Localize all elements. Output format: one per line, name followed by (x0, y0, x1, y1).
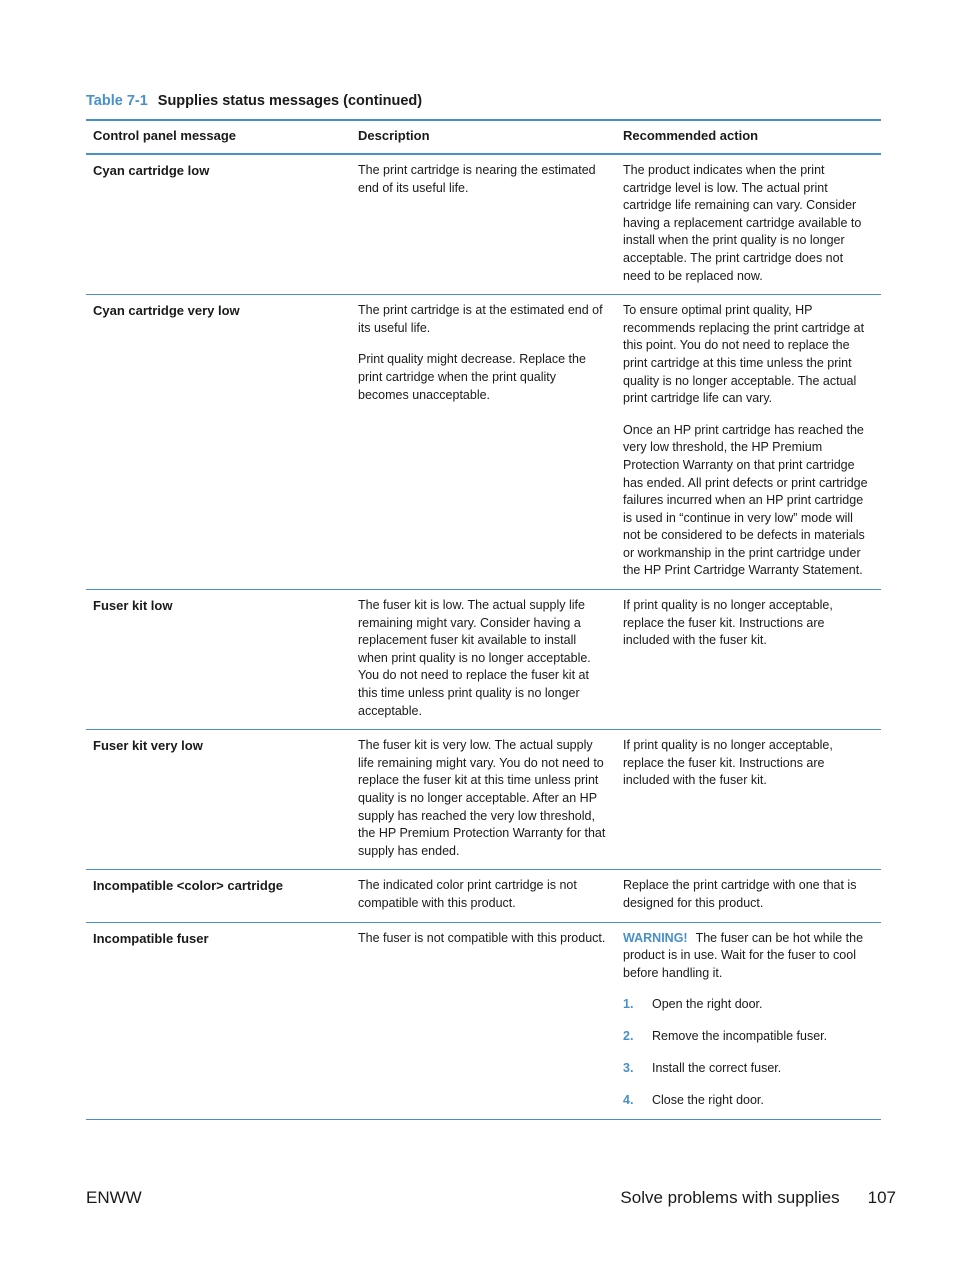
step-text: Install the correct fuser. (652, 1061, 782, 1076)
message-cell: Incompatible fuser (86, 922, 351, 1119)
action-text: If print quality is no longer acceptable, replace the fuser kit. Instructions are included with the fuser kit. (623, 738, 833, 788)
message-cell: Fuser kit very low (86, 730, 351, 870)
action-cell (616, 922, 881, 1119)
warning-label: WARNING! (623, 930, 688, 945)
step-number: 3. (623, 1061, 634, 1076)
supplies-status-table (86, 119, 881, 1120)
table-row (86, 154, 881, 295)
step-item (623, 996, 873, 1014)
table-row (86, 870, 881, 922)
step-number: 4. (623, 1093, 634, 1108)
footer-page-info (620, 1188, 896, 1208)
warning-note (623, 930, 873, 983)
description-text: Print quality might decrease. Replace the print cartridge when the print quality becomes unacceptable. (358, 352, 586, 402)
column-header-description: Description (351, 120, 616, 154)
action-cell (616, 590, 881, 730)
action-text: If print quality is no longer acceptable, replace the fuser kit. Instructions are included with the fuser kit. (623, 598, 833, 648)
footer-doc-code: ENWW (86, 1188, 142, 1207)
action-cell (616, 730, 881, 870)
description-text: The print cartridge is nearing the estimated end of its useful life. (358, 163, 596, 195)
table-row (86, 922, 881, 1119)
description-text: The indicated color print cartridge is not compatible with this product. (358, 878, 577, 910)
description-cell (351, 295, 616, 590)
action-text: Replace the print cartridge with one that is designed for this product. (623, 878, 857, 910)
action-cell (616, 870, 881, 922)
table-caption (86, 93, 422, 109)
step-text: Remove the incompatible fuser. (652, 1029, 828, 1044)
warning-text: The fuser can be hot while the product is in use. Wait for the fuser to cool before handling it. (623, 930, 864, 980)
message-cell: Fuser kit low (86, 590, 351, 730)
action-cell (616, 154, 881, 295)
table-number: Table 7-1 (86, 93, 148, 109)
table-row (86, 730, 881, 870)
action-text: Once an HP print cartridge has reached the very low threshold, the HP Premium Protection Warranty on that print cartridge has ended. All print defects or print cartridge failures incurred when an HP print cartridge is used in “continue in very low” mode will not be considered to be defects in materials or workmanship in the print cartridge under the HP Print Cartridge Warranty Statement. (623, 422, 868, 578)
step-item (623, 1060, 873, 1078)
action-text: The product indicates when the print cartridge level is low. The actual print cartridge life remaining can vary. Consider having a replacement cartridge available to install when the print quality is no longer acceptable. The print cartridge does not need to be replaced now. (623, 163, 862, 283)
table-row (86, 295, 881, 590)
step-list (623, 996, 873, 1110)
description-text: The fuser kit is low. The actual supply life remaining might vary. Consider having a replacement fuser kit available to install when print quality is no longer acceptable. You do not need to replace the fuser kit at this time unless print quality is no longer acceptable. (358, 598, 591, 718)
table-title: Supplies status messages (continued) (157, 93, 423, 109)
footer-section-title: Solve problems with supplies (620, 1188, 840, 1207)
table-header-row (86, 120, 881, 154)
page-number: 107 (867, 1188, 896, 1207)
step-number: 1. (623, 997, 634, 1012)
description-text: The print cartridge is at the estimated end of its useful life. (358, 303, 603, 335)
action-cell (616, 295, 881, 590)
description-cell (351, 922, 616, 1119)
message-cell: Cyan cartridge low (86, 154, 351, 295)
step-item (623, 1092, 873, 1110)
description-cell (351, 590, 616, 730)
action-text: To ensure optimal print quality, HP recommends replacing the print cartridge at this point. You do not need to replace the print cartridge at this time unless the print quality is no longer acceptable. The actual print cartridge life can vary. (623, 303, 865, 406)
column-header-action: Recommended action (616, 120, 881, 154)
message-cell: Cyan cartridge very low (86, 295, 351, 590)
description-text: The fuser kit is very low. The actual supply life remaining might vary. You do not need to replace the fuser kit at this time unless print quality is no longer acceptable. After an HP supply has reached the very low threshold, the HP Premium Protection Warranty for that supply has ended. (358, 738, 606, 858)
description-cell (351, 730, 616, 870)
step-text: Close the right door. (652, 1093, 764, 1108)
description-cell (351, 870, 616, 922)
message-cell: Incompatible <color> cartridge (86, 870, 351, 922)
step-item (623, 1028, 873, 1046)
step-number: 2. (623, 1029, 634, 1044)
table-row (86, 590, 881, 730)
description-cell (351, 154, 616, 295)
step-text: Open the right door. (652, 997, 763, 1012)
description-text: The fuser is not compatible with this product. (358, 930, 606, 945)
column-header-message: Control panel message (86, 120, 351, 154)
